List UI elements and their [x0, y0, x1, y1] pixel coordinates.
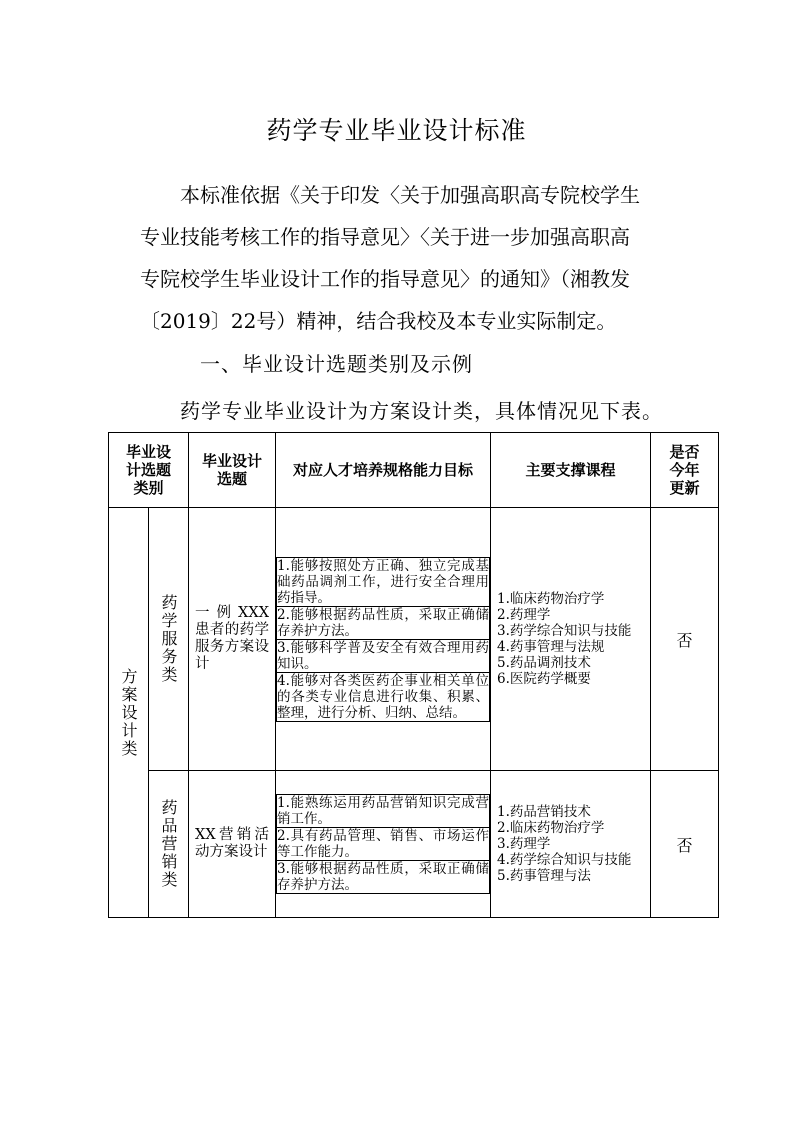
ability-cell	[276, 771, 491, 918]
course-item: 5.药品调剂技术	[497, 655, 591, 671]
topics-table	[108, 432, 719, 918]
course-item: 1.临床药物治疗学	[497, 591, 605, 607]
table-header-row	[109, 433, 719, 508]
topic-text: 一例XXX患者的药学服务方案设计	[195, 605, 270, 672]
topic-text: XX营销活动方案设计	[195, 827, 270, 860]
ability-item: 3.能够科学普及安全有效合理用药知识。	[277, 639, 490, 672]
subcategory-cell	[149, 508, 189, 771]
topic-cell	[189, 771, 276, 918]
courses-cell	[491, 508, 651, 771]
subcategory-cell	[149, 771, 189, 918]
ability-cell	[276, 508, 491, 771]
subcategory-label: 药品营销类	[159, 799, 178, 889]
lead-text: 药学专业毕业设计为方案设计类，具体情况见下表。	[180, 399, 663, 423]
course-item: 2.药理学	[497, 607, 551, 623]
course-item: 3.药理学	[497, 836, 551, 852]
header-courses: 主要支撑课程	[491, 433, 651, 508]
table-row	[109, 771, 719, 918]
table-row	[109, 508, 719, 771]
topic-cell	[189, 508, 276, 771]
course-item: 5.药事管理与法	[497, 868, 591, 884]
course-item: 4.药事管理与法规	[497, 639, 605, 655]
category-label: 方案设计类	[119, 667, 138, 758]
header-category: 毕业设计选题类别	[109, 433, 189, 508]
update-cell: 否	[651, 771, 719, 918]
ability-list	[276, 557, 490, 722]
ability-item: 1.能够按照处方正确、独立完成基础药品调剂工作，进行安全合理用药指导。	[277, 557, 490, 606]
intro-line: 专业技能考核工作的指导意见〉〈关于进一步加强高职高	[140, 225, 630, 249]
intro-paragraph	[140, 174, 700, 342]
ability-item: 3.能够根据药品性质，采取正确储存养护方法。	[277, 861, 490, 893]
course-item: 2.临床药物治疗学	[497, 820, 605, 836]
ability-item: 1.能熟练运用药品营销知识完成营销工作。	[277, 795, 490, 827]
course-item: 6.医院药学概要	[497, 671, 591, 687]
course-item: 3.药学综合知识与技能	[497, 623, 632, 639]
course-item: 4.药学综合知识与技能	[497, 852, 632, 868]
intro-line: 〔2019〕22号）精神，结合我校及本专业实际制定。	[140, 309, 617, 333]
subcategory-label: 药学服务类	[159, 594, 178, 684]
update-cell: 否	[651, 508, 719, 771]
ability-item: 2.具有药品管理、销售、市场运作等工作能力。	[277, 828, 490, 860]
page-title: 药学专业毕业设计标准	[266, 116, 527, 145]
course-list	[491, 802, 650, 886]
courses-cell	[491, 771, 651, 918]
section-heading: 一、毕业设计选题类别及示例	[200, 352, 473, 376]
header-topic: 毕业设计选题	[189, 433, 276, 508]
course-item: 1.药品营销技术	[497, 804, 591, 820]
course-list	[491, 589, 650, 689]
category-cell	[109, 508, 149, 918]
intro-line: 本标准依据《关于印发〈关于加强高职高专院校学生	[180, 183, 640, 207]
ability-list	[276, 794, 490, 894]
header-update: 是否今年更新	[651, 433, 719, 508]
ability-item: 4.能够对各类医药企事业相关单位的各类专业信息进行收集、积累、整理，进行分析、归纳、总结。	[277, 672, 490, 721]
ability-item: 2.能够根据药品性质，采取正确储存养护方法。	[277, 606, 490, 639]
intro-line: 专院校学生毕业设计工作的指导意见〉的通知》（湘教发	[140, 267, 630, 291]
header-ability: 对应人才培养规格能力目标	[276, 433, 491, 508]
